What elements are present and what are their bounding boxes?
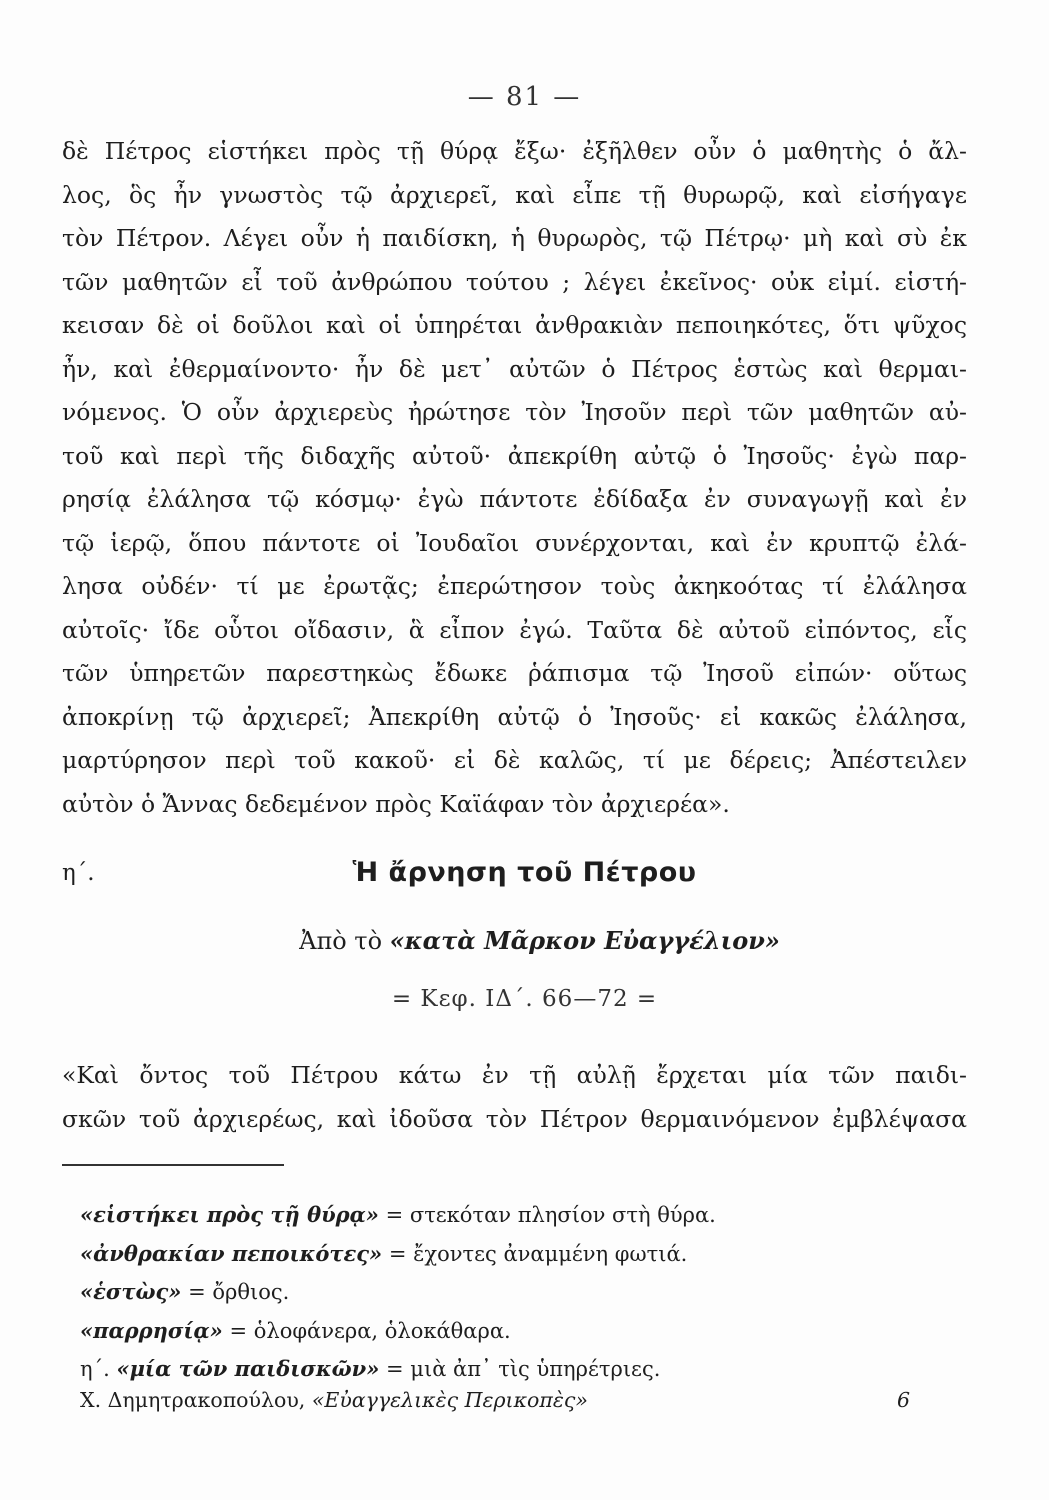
passage-bottom: [62, 1054, 967, 1141]
page-footer: [80, 1388, 910, 1412]
text-line: αὐτὸν ὁ Ἄννας δεδεμένον πρὸς Καϊάφαν τὸν ἀρχιερέα».: [62, 789, 730, 818]
footnote-term: «εἱστήκει πρὸς τῇ θύρᾳ»: [80, 1202, 379, 1227]
footnote: [80, 1312, 960, 1351]
text-line: νόμενος. Ὁ οὖν ἀρχιερεὺς ἠρώτησε τὸν Ἰησοῦν περὶ τῶν μαθητῶν αὐ-: [62, 398, 967, 426]
text-line: «Καὶ ὄντος τοῦ Πέτρου κάτω ἐν τῇ αὐλῇ ἔρχεται μία τῶν παιδι-: [62, 1061, 967, 1089]
source-prefix: Ἀπὸ τὸ: [299, 927, 390, 955]
footnote-definition: = ἔχοντες ἀναμμένη φωτιά.: [382, 1241, 688, 1266]
chapter-reference: = Κεφ. ΙΔ΄. 66—72 =: [391, 986, 658, 1012]
text-line: λος, ὃς ἦν γνωστὸς τῷ ἀρχιερεῖ, καὶ εἶπε τῇ θυρωρῷ, καὶ εἰσήγαγε: [62, 180, 967, 209]
footnote-definition: = ὁλοφάνερα, ὁλοκάθαρα.: [222, 1318, 511, 1343]
footer-book-title: «Εὐαγγελικὲς Περικοπὲς»: [311, 1388, 588, 1412]
footnote-term: «ἑστὼς»: [80, 1279, 182, 1304]
footnote: [80, 1196, 960, 1235]
section-marker: η΄.: [62, 860, 95, 886]
footnote-definition: = μιὰ ἀπ᾽ τὶς ὑπηρέτριες.: [379, 1357, 661, 1381]
footnote: [80, 1273, 960, 1312]
text-line: ρησίᾳ ἐλάλησα τῷ κόσμῳ· ἐγὼ πάντοτε ἐδίδαξα ἐν συναγωγῇ καὶ ἐν: [62, 485, 967, 513]
source-gospel: «κατὰ Μᾶρκον Εὐαγγέλιον»: [389, 926, 780, 955]
page-number: — 81 —: [467, 82, 582, 112]
text-line: λησα οὐδέν· τί με ἐρωτᾷς; ἐπερώτησον τοὺς ἀκηκοότας τί ἐλάλησα: [62, 572, 967, 600]
text-line: σκῶν τοῦ ἀρχιερέως, καὶ ἰδοῦσα τὸν Πέτρον θερμαινόμενον ἐμβλέψασα: [62, 1104, 967, 1133]
footnote-term: «μία τῶν παιδισκῶν»: [116, 1356, 380, 1381]
text-line: τὸν Πέτρον. Λέγει οὖν ἡ παιδίσκη, ἡ θυρωρὸς, τῷ Πέτρῳ· μὴ καὶ σὺ ἐκ: [62, 224, 967, 252]
text-line: τῶν ὑπηρετῶν παρεστηκὼς ἔδωκε ῥάπισμα τῷ Ἰησοῦ εἰπών· οὕτως: [62, 659, 967, 687]
text-line: μαρτύρησον περὶ τοῦ κακοῦ· εἰ δὲ καλῶς, τί με δέρεις; Ἀπέστειλεν: [62, 746, 967, 774]
text-line: ἀποκρίνῃ τῷ ἀρχιερεῖ; Ἀπεκρίθη αὐτῷ ὁ Ἰησοῦς· εἰ κακῶς ἐλάλησα,: [62, 702, 967, 731]
footnote-definition: = στεκόταν πλησίον στὴ θύρα.: [378, 1203, 716, 1227]
signature-mark: 6: [896, 1388, 910, 1412]
text-line: δὲ Πέτρος εἱστήκει πρὸς τῇ θύρᾳ ἔξω· ἐξῆλθεν οὖν ὁ μαθητὴς ὁ ἄλ-: [62, 137, 967, 165]
footnote-term: «ἀνθρακίαν πεποικότες»: [80, 1240, 383, 1266]
footnote-term: «παρρησίᾳ»: [80, 1317, 223, 1343]
passage-top: [62, 130, 967, 826]
text-line: κεισαν δὲ οἱ δοῦλοι καὶ οἱ ὑπηρέται ἀνθρακιὰν πεποιηκότες, ὅτι ψῦχος: [62, 311, 967, 339]
footnote-definition: = ὄρθιος.: [181, 1280, 290, 1304]
text-line: τῷ ἱερῷ, ὅπου πάντοτε οἱ Ἰουδαῖοι συνέρχονται, καὶ ἐν κρυπτῷ ἐλά-: [62, 528, 967, 557]
footer-citation: [80, 1388, 588, 1412]
section-title: Ἡ ἄρνηση τοῦ Πέτρου: [352, 857, 697, 888]
text-line: ἦν, καὶ ἐθερμαίνοντο· ἦν δὲ μετ᾽ αὐτῶν ὁ Πέτρος ἑστὼς καὶ θερμαι-: [62, 354, 967, 383]
footnotes: [80, 1196, 960, 1389]
footnote: [80, 1235, 960, 1274]
text-line: τοῦ καὶ περὶ τῆς διδαχῆς αὐτοῦ· ἀπεκρίθη αὐτῷ ὁ Ἰησοῦς· ἐγὼ παρ-: [62, 441, 967, 470]
footnote: [80, 1350, 960, 1389]
source-line: [0, 926, 1049, 955]
footnote-divider: [62, 1164, 284, 1166]
text-line: τῶν μαθητῶν εἶ τοῦ ἀνθρώπου τούτου ; λέγει ἐκεῖνος· οὐκ εἰμί. εἱστή-: [62, 267, 967, 296]
footnote-prefix: η΄.: [80, 1357, 117, 1381]
text-line: αὐτοῖς· ἴδε οὗτοι οἴδασιν, ἃ εἶπον ἐγώ. Ταῦτα δὲ αὐτοῦ εἰπόντος, εἷς: [62, 615, 967, 644]
footer-author: Χ. Δημητρακοπούλου,: [80, 1388, 312, 1412]
